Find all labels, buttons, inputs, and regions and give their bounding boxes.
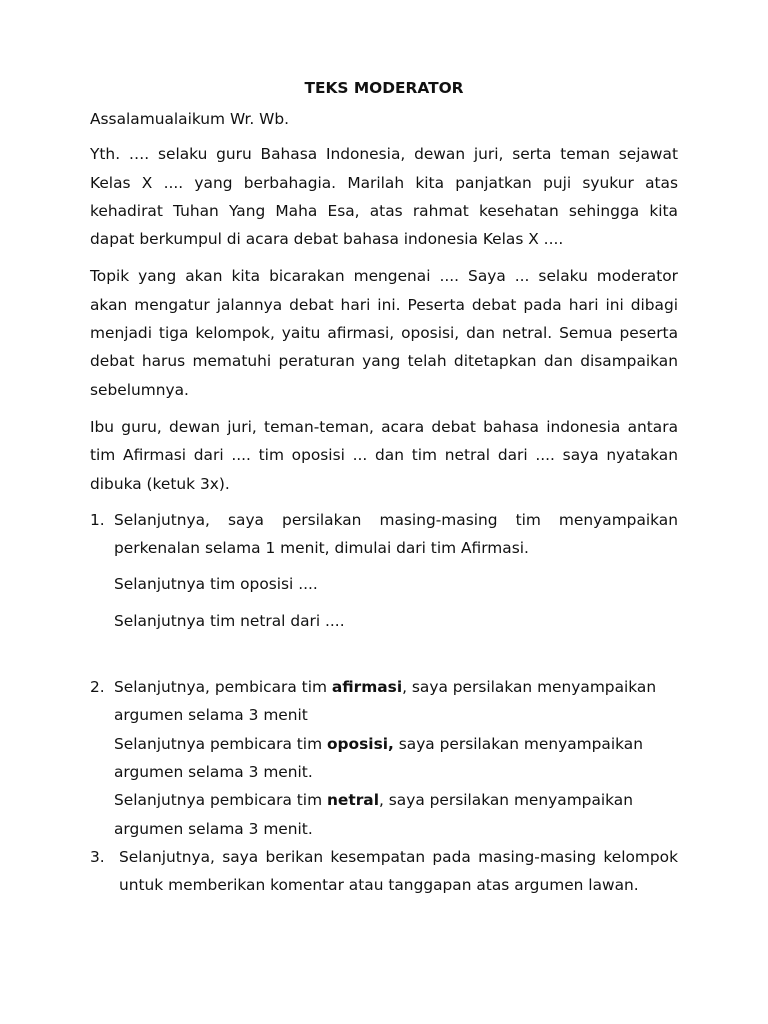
list-item-line xyxy=(114,673,678,730)
line-text: Selanjutnya, pembicara tim xyxy=(114,678,332,697)
list-item-line xyxy=(114,730,678,787)
line-text: saya persilakan menyampaikan argumen selama 3 menit. xyxy=(114,734,643,781)
document-title: TEKS MODERATOR xyxy=(304,79,464,97)
list-item-text: Selanjutnya, saya berikan kesempatan pada masing-masing kelompok untuk memberikan komentar atau tanggapan atas argumen lawan. xyxy=(119,847,678,895)
list-number: 1. xyxy=(90,510,105,529)
list-item-1 xyxy=(90,506,678,635)
list-number: 3. xyxy=(90,847,105,866)
list-item-line xyxy=(114,786,678,843)
list-item-3 xyxy=(90,843,678,900)
line-text: , saya persilakan menyampaikan argumen selama 3 menit xyxy=(114,678,657,725)
spacer xyxy=(90,635,678,673)
list-number: 2. xyxy=(90,678,105,697)
list-sub-item: Selanjutnya tim netral dari .... xyxy=(114,611,345,630)
bold-term-oposisi: oposisi, xyxy=(326,734,394,753)
line-text: , saya persilakan menyampaikan argumen selama 3 menit. xyxy=(114,791,633,838)
paragraph-opening-debate: Ibu guru, dewan juri, teman-teman, acara debat bahasa indonesia antara tim Afirmasi dari .... tim oposisi ... dan tim netral dari .... saya nyatakan dibuka (ketuk 3x). xyxy=(90,417,678,493)
bold-term-netral: netral xyxy=(326,791,379,810)
paragraph-opening: Yth. …. selaku guru Bahasa Indonesia, dewan juri, serta teman sejawat Kelas X .... yang berbahagia. Marilah kita panjatkan puji syukur atas kehadirat Tuhan Yang Maha Esa, atas rahmat kesehatan sehingga kita dapat berkumpul di acara debat bahasa indonesia Kelas X .... xyxy=(90,145,678,249)
list-sub-item: Selanjutnya tim oposisi .... xyxy=(114,575,318,594)
paragraph-topic: Topik yang akan kita bicarakan mengenai .... Saya ... selaku moderator akan mengatur jalannya debat hari ini. Peserta debat pada hari ini dibagi menjadi tiga kelompok, yaitu afirmasi, oposisi, dan netral. Semua peserta debat harus mematuhi peraturan yang telah ditetapkan dan disampaikan sebelumnya. xyxy=(90,267,678,399)
document-page xyxy=(90,74,678,899)
bold-term-afirmasi: afirmasi xyxy=(331,678,403,697)
line-text: Selanjutnya pembicara tim xyxy=(114,791,327,810)
greeting: Assalamualaikum Wr. Wb. xyxy=(90,110,290,128)
list-item-2 xyxy=(90,673,678,843)
line-text: Selanjutnya pembicara tim xyxy=(114,734,327,753)
list-item-text: Selanjutnya, saya persilakan masing-masing tim menyampaikan perkenalan selama 1 menit, dimulai dari tim Afirmasi. xyxy=(114,510,678,558)
